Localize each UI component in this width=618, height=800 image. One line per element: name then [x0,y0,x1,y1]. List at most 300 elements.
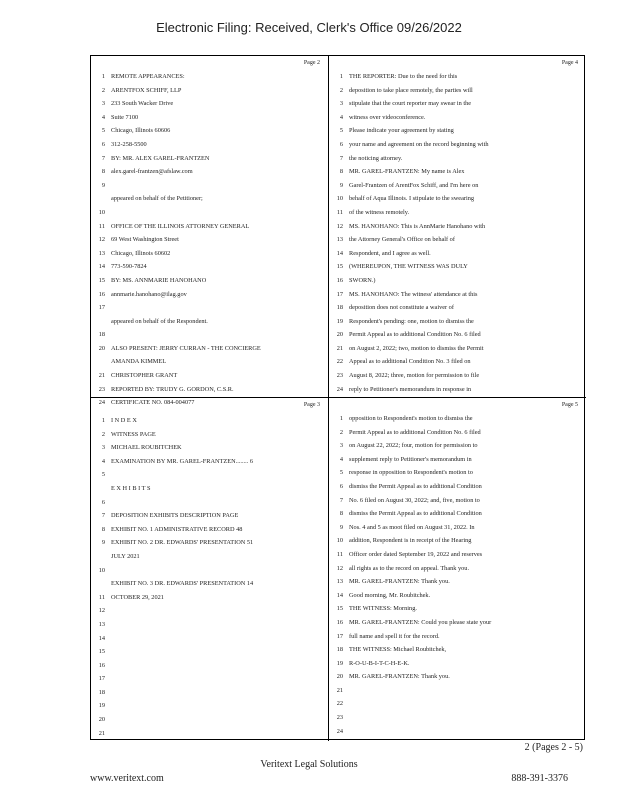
line-text: appeared on behalf of the Petitioner; [111,195,203,203]
line-number: 14 [98,634,105,642]
line-text [111,328,324,342]
transcript-line [333,589,582,603]
line-text: SWORN.) [349,276,376,284]
line-text: REMOTE APPEARANCES: [111,73,185,80]
line-number: 5 [101,471,105,479]
transcript-line [333,152,582,166]
transcript-line [333,260,582,274]
line-text: Nos. 4 and 5 as moot filed on August 31, 2022. In [349,523,475,531]
page-number-label: Page 3 [303,402,320,408]
transcript-line [95,509,324,523]
line-text: Permit Appeal as to additional Condition No. 6 filed [349,331,481,339]
pages-range-label: 2 (Pages 2 - 5) [524,742,583,753]
line-text [111,496,324,510]
line-text [111,604,324,618]
transcript-line [333,138,582,152]
line-number: 10 [336,195,343,203]
line-number: 17 [98,304,105,312]
line-number: 12 [98,236,105,244]
line-number: 15 [336,605,343,613]
transcript-line [333,369,582,383]
line-number: 2 [339,428,343,436]
transcript-line [95,260,324,274]
transcript-lines [333,412,582,738]
line-text: 233 South Wacker Drive [111,100,174,108]
line-number: 24 [98,399,105,407]
transcript-line [95,686,324,700]
line-text: response in opposition to Respondent's motion to [349,469,473,477]
line-text: BY: MS. ANNMARIE HANOHANO [111,276,207,284]
line-text: your name and agreement on the record beginning with [349,140,489,148]
transcript-line [95,328,324,342]
transcript-line [333,602,582,616]
page-number-label: Page 4 [561,60,578,66]
line-number: 7 [101,512,105,520]
line-text: on August 22, 2022; four, motion for permission to [349,442,478,450]
line-number: 7 [101,154,105,162]
line-number: 5 [339,127,343,135]
line-text: EXHIBIT NO. 3 DR. EDWARDS' PRESENTATION 14 [111,580,254,588]
line-text: E X H I B I T S [111,484,151,492]
transcript-line [95,233,324,247]
line-text: R-O-U-B-I-T-C-H-E-K. [349,659,410,667]
line-number: 7 [339,496,343,504]
line-number: 16 [98,290,105,298]
company-name: Veritext Legal Solutions [260,759,358,770]
line-text: THE WITNESS: Michael Roubitchek, [349,646,447,654]
line-text [111,301,324,315]
transcript-line [95,206,324,220]
line-text [349,697,582,711]
line-text: 312-258-5500 [111,140,147,148]
line-text: witness over videoconference. [349,113,426,121]
line-number: 8 [339,510,343,518]
line-text: on August 2, 2022; two, motion to dismiss the Permit [349,344,484,352]
line-text: addition, Respondent is in receipt of the Hearing [349,537,472,545]
line-number: 15 [98,276,105,284]
line-text: CERTIFICATE NO. 084-004077 [111,399,195,407]
line-text: ARENTFOX SCHIFF, LLP [111,86,182,94]
transcript-line [333,521,582,535]
line-text [111,699,324,713]
line-number: 10 [98,208,105,216]
line-number: 1 [101,417,105,424]
transcript-line [333,670,582,684]
line-number: 11 [98,222,105,230]
line-number: 9 [101,539,105,547]
transcript-lines [95,414,324,740]
line-text: OCTOBER 29, 2021 [111,593,164,601]
line-text [111,645,324,659]
line-text: MS. HANOHANO: The witness' attendance at this [349,290,478,298]
line-text [349,725,582,739]
line-number: 15 [336,263,343,271]
line-text [111,713,324,727]
page-panel-3 [91,398,329,741]
website-text: www.veritext.com [90,773,164,784]
line-number: 21 [336,686,343,694]
transcript-line [95,632,324,646]
line-number: 11 [98,593,105,601]
transcript-line [95,441,324,455]
transcript-line [333,494,582,508]
transcript-line [95,591,324,605]
line-text: Chicago, Illinois 60606 [111,127,171,135]
transcript-line [333,480,582,494]
transcript-line [95,713,324,727]
line-text [111,564,324,578]
line-number: 20 [336,331,343,339]
transcript-line [95,468,324,482]
transcript-line [95,496,324,510]
line-text [111,179,324,193]
line-text: of the witness remotely. [349,208,410,216]
line-number: 5 [101,127,105,135]
transcript-line [333,466,582,480]
transcript-line [95,124,324,138]
line-text: Appeal as to additional Condition No. 3 filed on [349,358,471,366]
line-number: 19 [98,702,105,710]
line-number: 2 [101,86,105,94]
line-number: 6 [101,498,105,506]
line-number: 8 [101,168,105,176]
transcript-line [333,548,582,562]
transcript-line [333,630,582,644]
transcript-line [95,699,324,713]
line-number: 14 [336,591,343,599]
transcript-line [95,482,324,496]
transcript-line [95,618,324,632]
line-number: 9 [339,523,343,531]
transcript-line [95,369,324,383]
line-text [111,727,324,741]
transcript-line [95,536,324,550]
line-number: 13 [98,620,105,628]
line-number: 4 [101,113,105,121]
line-text: behalf of Aqua Illinois. I stipulate to the swearing [349,195,475,203]
line-text [111,468,324,482]
line-text: Good morning, Mr. Roubitchek. [349,591,431,599]
line-text: dismiss the Permit Appeal as to additional Condition [349,510,482,518]
line-text [349,684,582,698]
line-text: annmarie.hanohano@ilag.gov [111,290,187,298]
line-number: 4 [339,455,343,463]
line-number: 10 [336,537,343,545]
transcript-line [333,192,582,206]
transcript-line [95,247,324,261]
transcript-line [95,220,324,234]
line-number [95,315,105,329]
line-number [95,550,105,564]
line-number: 16 [98,661,105,669]
line-number: 21 [98,372,105,380]
line-text [111,206,324,220]
line-number: 13 [336,578,343,586]
transcript-line [333,711,582,725]
line-text: alex.garel-frantzen@afslaw.com [111,168,193,176]
transcript-line [333,684,582,698]
line-text [111,686,324,700]
line-text: Permit Appeal as to additional Condition No. 6 filed [349,428,481,436]
transcript-line [95,342,324,356]
transcript-line [333,355,582,369]
transcript-line [333,697,582,711]
transcript-line [333,288,582,302]
transcript-line [333,97,582,111]
transcript-line [95,315,324,329]
line-number: 3 [101,444,105,452]
transcript-line [333,643,582,657]
line-number: 12 [336,564,343,572]
transcript-line [333,507,582,521]
line-number [95,482,105,496]
line-number: 22 [336,358,343,366]
line-number: 20 [336,673,343,681]
transcript-line [333,534,582,548]
line-number: 16 [336,276,343,284]
line-text [349,711,582,725]
transcript-line [95,192,324,206]
line-text: MR. GAREL-FRANTZEN: My name is Alex [349,168,465,176]
transcript-line [95,577,324,591]
line-text: EXHIBIT NO. 1 ADMINISTRATIVE RECORD 48 [111,525,243,533]
transcript-line [95,165,324,179]
line-number: 24 [336,385,343,393]
line-text [111,632,324,646]
transcript-line [95,383,324,397]
line-number: 19 [336,659,343,667]
transcript-line [95,672,324,686]
transcript-line [95,564,324,578]
transcript-line [95,604,324,618]
line-number: 18 [98,331,105,339]
transcript-line [333,220,582,234]
line-text: I N D E X [111,417,137,424]
line-number: 6 [339,482,343,490]
transcript-line [333,124,582,138]
line-number: 3 [101,100,105,108]
line-number: 17 [98,675,105,683]
line-number: 24 [336,727,343,735]
transcript-line [333,328,582,342]
line-text: appeared on behalf of the Respondent. [111,317,208,325]
transcript-line [95,152,324,166]
line-number: 6 [339,140,343,148]
page-number-label: Page 2 [303,60,320,66]
line-number: 19 [336,317,343,325]
transcript-line [333,206,582,220]
transcript-line [95,138,324,152]
line-number: 13 [336,236,343,244]
transcript-line [333,70,582,84]
line-text [111,659,324,673]
line-text: DEPOSITION EXHIBITS DESCRIPTION PAGE [111,512,239,520]
filing-header: Electronic Filing: Received, Clerk's Office 09/26/2022 [156,20,462,35]
transcript-line [95,414,324,428]
line-number: 18 [336,304,343,312]
line-text: BY: MR. ALEX GAREL-FRANTZEN [111,154,210,162]
line-number: 8 [101,525,105,533]
transcript-line [333,439,582,453]
line-text [111,672,324,686]
line-number: 23 [336,714,343,722]
transcript-line [333,616,582,630]
line-text: August 8, 2022; three, motion for permission to file [349,372,480,380]
transcript-line [95,274,324,288]
line-number: 13 [98,249,105,257]
line-text: Chicago, Illinois 60602 [111,249,171,257]
line-text: THE WITNESS: Morning. [349,605,417,613]
transcript-line [333,426,582,440]
line-number: 23 [98,385,105,393]
line-text: CHRISTOPHER GRANT [111,372,178,380]
page-panel-5 [329,398,586,741]
line-number: 7 [339,154,343,162]
transcript-line [333,179,582,193]
line-text: MR. GAREL-FRANTZEN: Thank you. [349,578,450,586]
line-text: MS. HANOHANO: This is AnnMarie Hanohano with [349,222,486,230]
transcript-line [333,412,582,426]
transcript-line [95,645,324,659]
transcript-line [95,111,324,125]
line-number: 14 [336,249,343,257]
transcript-lines [95,70,324,410]
line-text: No. 6 filed on August 30, 2022; and, five, motion to [349,496,480,504]
transcript-line [95,523,324,537]
line-text: Suite 7100 [111,113,139,121]
line-number: 12 [336,222,343,230]
line-number: 6 [101,140,105,148]
transcript-line [333,315,582,329]
line-text: dismiss the Permit Appeal as to additional Condition [349,482,482,490]
transcript-line [333,165,582,179]
transcript-line [95,550,324,564]
line-number: 8 [339,168,343,176]
line-text: (WHEREUPON, THE WITNESS WAS DULY [349,263,468,271]
line-text: MICHAEL ROUBITCHEK [111,444,182,452]
line-text: stipulate that the court reporter may swear in the [349,100,472,108]
transcript-line [95,179,324,193]
line-number: 17 [336,632,343,640]
line-number: 1 [339,415,343,422]
line-text: Respondent's pending: one, motion to dismiss the [349,317,474,325]
transcript-line [333,342,582,356]
line-number: 17 [336,290,343,298]
transcript-line [333,575,582,589]
transcript-frame [90,55,585,740]
transcript-line [95,727,324,741]
transcript-line [333,233,582,247]
line-text: Respondent, and I agree as well. [349,249,431,257]
line-text: the Attorney General's Office on behalf of [349,236,455,244]
transcript-line [333,453,582,467]
transcript-line [95,355,324,369]
line-text: deposition does not constitute a waiver of [349,304,454,312]
line-number: 20 [98,716,105,724]
transcript-line [333,562,582,576]
line-number: 3 [339,442,343,450]
line-text: Please indicate your agreement by stating [349,127,454,135]
line-number: 22 [336,700,343,708]
transcript-lines [333,70,582,396]
line-text: MR. GAREL-FRANTZEN: Could you please state your [349,618,492,626]
transcript-line [333,247,582,261]
line-text: ALSO PRESENT: JERRY CURRAN - THE CONCIERGE [111,344,261,352]
transcript-line [95,97,324,111]
transcript-line [333,84,582,98]
transcript-line [333,657,582,671]
line-text: full name and spell it for the record. [349,632,440,640]
transcript-line [333,383,582,397]
line-number: 18 [98,688,105,696]
line-text: MR. GAREL-FRANTZEN: Thank you. [349,673,450,681]
line-text: 773-590-7824 [111,263,147,271]
transcript-line [333,274,582,288]
line-number: 10 [98,566,105,574]
phone-number: 888-391-3376 [511,773,568,784]
line-number: 12 [98,607,105,615]
transcript-line [95,455,324,469]
line-number: 14 [98,263,105,271]
line-text: THE REPORTER: Due to the need for this [349,73,458,80]
line-text: EXAMINATION BY MR. GAREL-FRANTZEN........ 6 [111,457,253,465]
line-number: 1 [339,73,343,80]
transcript-line [333,111,582,125]
line-text: Officer order dated September 19, 2022 and reserves [349,550,483,558]
line-number: 23 [336,372,343,380]
page-number-label: Page 5 [561,402,578,408]
transcript-line [95,84,324,98]
line-number [95,577,105,591]
line-text [111,618,324,632]
line-text: all rights as to the record on appeal. Thank you. [349,564,470,572]
line-text: supplement reply to Petitioner's memorandum in [349,455,472,463]
transcript-line [95,70,324,84]
line-number: 21 [98,729,105,737]
line-number: 5 [339,469,343,477]
line-number [95,192,105,206]
line-text: the noticing attorney. [349,154,403,162]
line-number: 16 [336,618,343,626]
line-number: 11 [336,208,343,216]
line-text: WITNESS PAGE [111,430,156,438]
line-number: 1 [101,73,105,80]
line-number: 21 [336,344,343,352]
line-text: REPORTED BY: TRUDY G. GORDON, C.S.R. [111,385,234,393]
line-number: 3 [339,100,343,108]
line-text: EXHIBIT NO. 2 DR. EDWARDS' PRESENTATION 51 [111,539,254,547]
line-text: AMANDA KIMMEL [111,358,167,366]
transcript-line [333,301,582,315]
line-text: 69 West Washington Street [111,236,179,244]
line-text: Garel-Frantzen of ArentFox Schiff, and I'm here on [349,181,479,189]
transcript-line [95,428,324,442]
line-number: 2 [339,86,343,94]
line-number: 20 [98,344,105,352]
transcript-line [333,725,582,739]
transcript-line [95,288,324,302]
line-number: 11 [336,550,343,558]
transcript-line [95,301,324,315]
line-number: 2 [101,430,105,438]
line-number: 9 [339,181,343,189]
line-number: 4 [339,113,343,121]
line-text: opposition to Respondent's motion to dismiss the [349,415,473,422]
line-number: 18 [336,646,343,654]
line-text: deposition to take place remotely, the parties will [349,86,473,94]
line-text: OFFICE OF THE ILLINOIS ATTORNEY GENERAL [111,222,250,230]
page-panel-4 [329,56,586,398]
